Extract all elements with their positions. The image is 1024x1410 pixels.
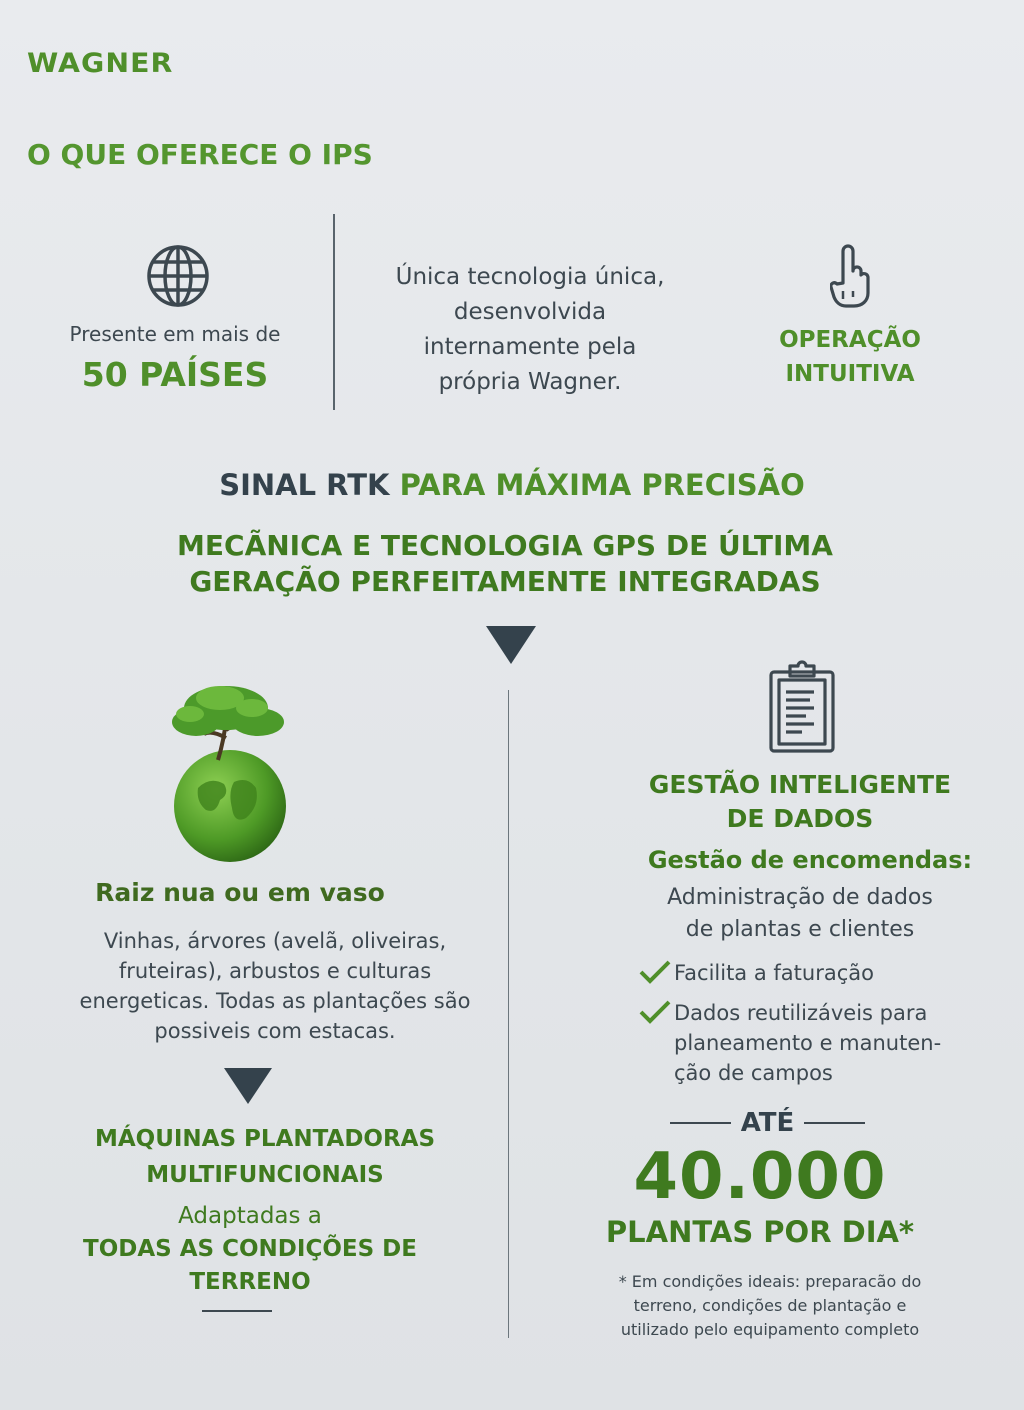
check-icon (636, 958, 674, 986)
rtk-heading: SINAL RTK PARA MÁXIMA PRECISÃO (219, 468, 805, 502)
clipboard-icon (768, 660, 836, 754)
capacity-unit: PLANTAS POR DIA* (605, 1215, 915, 1249)
feature-billing: Facilita a faturação (636, 958, 874, 988)
down-arrow-icon (224, 1068, 272, 1104)
technology-text: Única tecnologia única, desenvolvida internamente pela própria Wagner. (395, 264, 665, 395)
globe-icon (146, 244, 210, 308)
presence-label: Presente em mais de (69, 322, 281, 346)
capacity-value: 40.000 (633, 1140, 887, 1214)
terrain-adaptation: Adaptadas a TODAS AS CONDIÇÕES DE TERRENO (83, 1203, 417, 1295)
orders-description: Administração de dados de plantas e clientes (667, 885, 933, 942)
root-description: Vinhas, árvores (avelã, oliveiras, fruteiras), arbustos e culturas energeticas. Todas as plantações são possiveis com estacas. (79, 929, 471, 1043)
divider (202, 1310, 272, 1312)
page-title: O QUE OFERECE O IPS (27, 138, 373, 171)
up-to-label: ATÉ (670, 1108, 865, 1138)
touch-hand-icon (830, 243, 870, 309)
tree-globe-illustration (160, 678, 296, 864)
machines-title: MÁQUINAS PLANTADORAS MULTIFUNCIONAIS (94, 1126, 436, 1188)
footnote: * Em condições ideais: preparacão do terreno, condições de plantação e utilizado pelo equipamento completo (618, 1272, 922, 1339)
integration-heading: MECÃNICA E TECNOLOGIA GPS DE ÚLTIMA GERAÇÃO PERFEITAMENTE INTEGRADAS (177, 529, 833, 598)
down-arrow-icon (486, 626, 536, 664)
orders-heading: Gestão de encomendas: (647, 846, 973, 874)
presence-value: 50 PAÍSES (81, 355, 269, 394)
brand-logo: WAGNER (27, 48, 174, 79)
divider (333, 214, 335, 410)
operation-text: OPERAÇÃO INTUITIVA (779, 327, 921, 387)
check-icon (636, 998, 674, 1026)
feature-reuse: Dados reutilizáveis para planeamento e manuten- ção de campos (636, 998, 941, 1088)
data-management-title: GESTÃO INTELIGENTE DE DADOS (648, 770, 952, 833)
root-title: Raiz nua ou em vaso (95, 878, 385, 907)
